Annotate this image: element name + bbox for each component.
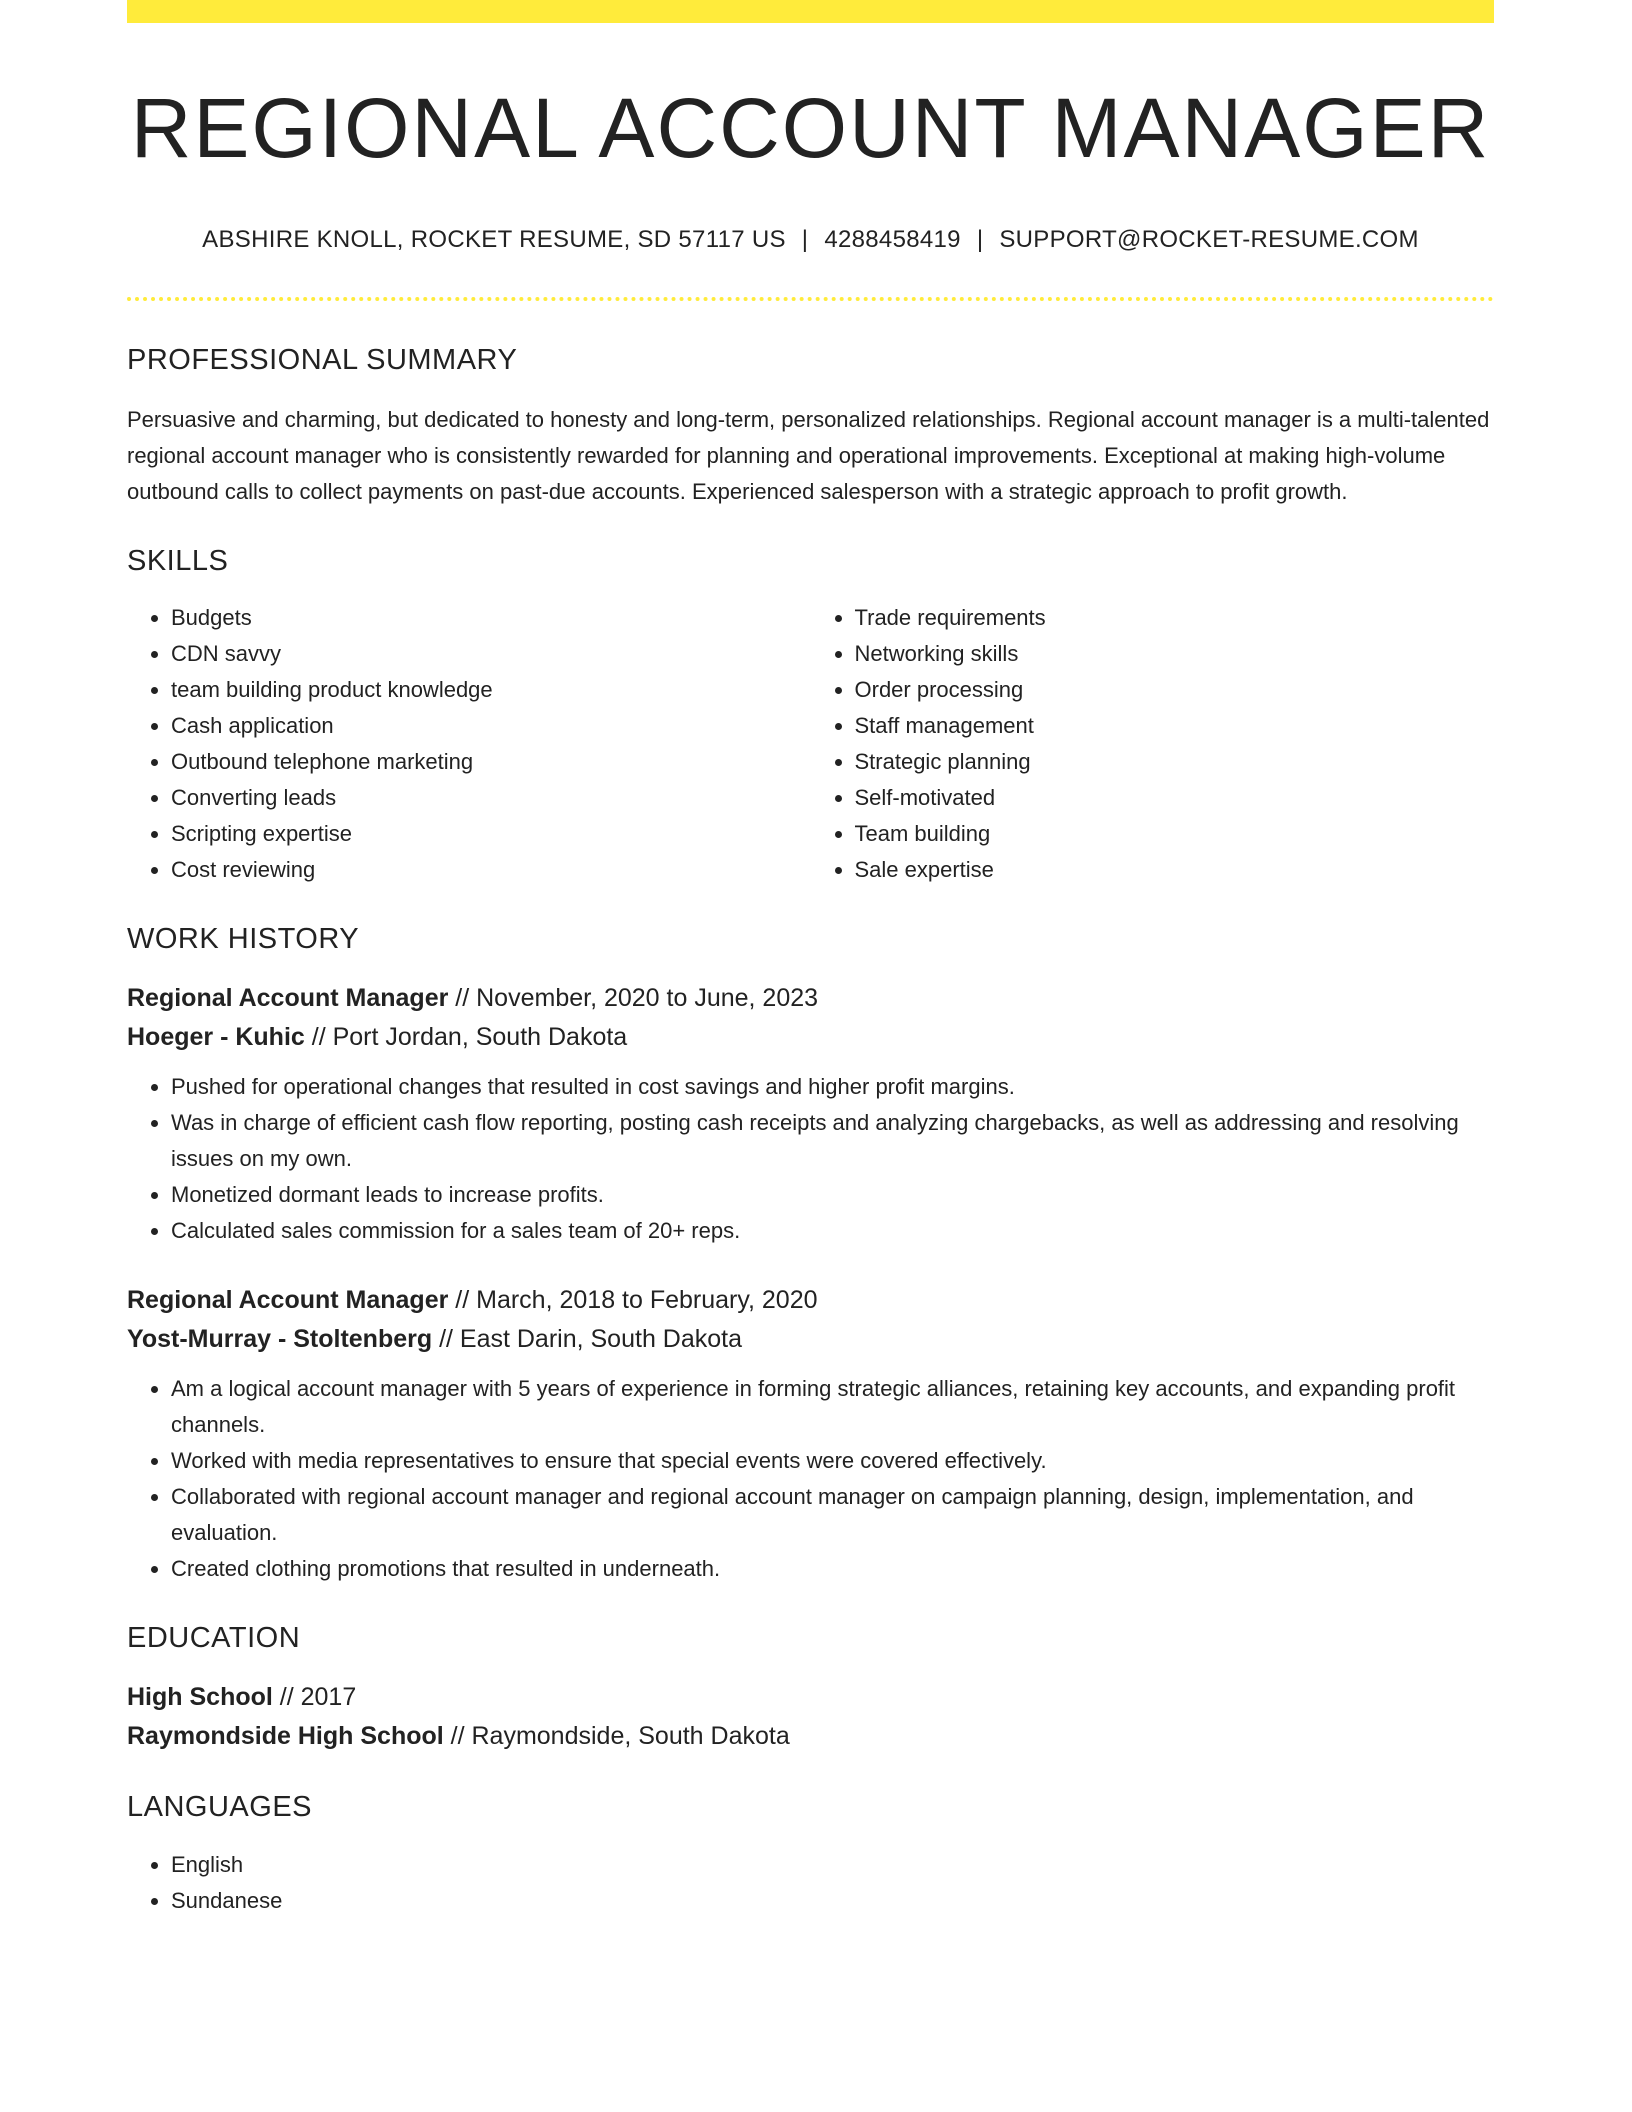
skill-item: • Order processing bbox=[855, 672, 1495, 708]
skills-list-left bbox=[127, 600, 811, 888]
skill-item: • Self-motivated bbox=[855, 780, 1495, 816]
job-title: Regional Account Manager bbox=[127, 1286, 449, 1315]
section-heading-languages: LANGUAGES bbox=[127, 1790, 312, 1823]
education-degree: High School bbox=[127, 1682, 273, 1711]
skill-item: • Budgets bbox=[171, 600, 811, 636]
contact-line bbox=[127, 226, 1494, 255]
job-company: Yost-Murray - Stoltenberg bbox=[127, 1325, 433, 1354]
section-heading-skills: SKILLS bbox=[127, 544, 229, 577]
skill-item: • Team building bbox=[855, 816, 1495, 852]
education-degree-line bbox=[127, 1678, 1494, 1717]
skill-item: • Outbound telephone marketing bbox=[171, 744, 811, 780]
skill-item: • Cash application bbox=[171, 708, 811, 744]
job-bullet: • Worked with media representatives to ensure that special events were covered effectively. bbox=[171, 1443, 1494, 1479]
contact-phone: 4288458419 bbox=[824, 226, 961, 253]
job-title-line bbox=[127, 979, 1494, 1018]
job-bullets bbox=[127, 1371, 1494, 1587]
contact-email: SUPPORT@ROCKET-RESUME.COM bbox=[999, 226, 1419, 253]
education-school: Raymondside High School bbox=[127, 1721, 444, 1750]
skill-item: • Staff management bbox=[855, 708, 1495, 744]
section-heading-work-history: WORK HISTORY bbox=[127, 923, 360, 956]
skill-item: • Cost reviewing bbox=[171, 852, 811, 888]
education-entry bbox=[127, 1678, 1494, 1756]
job-bullet: • Monetized dormant leads to increase profits. bbox=[171, 1177, 1494, 1213]
resume-title: REGIONAL ACCOUNT MANAGER bbox=[130, 81, 1491, 175]
languages-list bbox=[127, 1847, 1494, 1919]
resume-page bbox=[127, 0, 1494, 1919]
skill-item: • CDN savvy bbox=[171, 636, 811, 672]
job-company: Hoeger - Kuhic bbox=[127, 1023, 305, 1052]
language-item: • English bbox=[171, 1847, 1494, 1883]
education-school-line bbox=[127, 1717, 1494, 1756]
dotted-divider bbox=[127, 297, 1494, 301]
job-title: Regional Account Manager bbox=[127, 984, 449, 1013]
job-bullets bbox=[127, 1069, 1494, 1249]
contact-separator: | bbox=[801, 226, 809, 253]
job-dates: // March, 2018 to February, 2020 bbox=[448, 1286, 818, 1315]
skill-item: • Sale expertise bbox=[855, 852, 1495, 888]
skill-item: • Networking skills bbox=[855, 636, 1495, 672]
job-bullet: • Calculated sales commission for a sales team of 20+ reps. bbox=[171, 1213, 1494, 1249]
work-history-section bbox=[127, 922, 1494, 1587]
professional-summary-section bbox=[127, 343, 1494, 510]
section-heading-summary: PROFESSIONAL SUMMARY bbox=[127, 343, 518, 376]
skill-item: • Trade requirements bbox=[855, 600, 1495, 636]
languages-section bbox=[127, 1790, 1494, 1919]
job-company-line bbox=[127, 1018, 1494, 1057]
job-bullet: • Collaborated with regional account manager and regional account manager on campaign planning, design, implementation, and evaluation. bbox=[171, 1479, 1494, 1551]
job-entry bbox=[127, 1281, 1494, 1587]
skill-item: • Converting leads bbox=[171, 780, 811, 816]
education-location: // Raymondside, South Dakota bbox=[443, 1721, 790, 1750]
job-bullet: • Pushed for operational changes that resulted in cost savings and higher profit margins. bbox=[171, 1069, 1494, 1105]
accent-top-bar bbox=[127, 0, 1494, 23]
skill-item: • Strategic planning bbox=[855, 744, 1495, 780]
education-section bbox=[127, 1621, 1494, 1756]
job-title-line bbox=[127, 1281, 1494, 1320]
contact-address: ABSHIRE KNOLL, ROCKET RESUME, SD 57117 US bbox=[202, 226, 786, 253]
skill-item: • team building product knowledge bbox=[171, 672, 811, 708]
skill-item: • Scripting expertise bbox=[171, 816, 811, 852]
section-heading-education: EDUCATION bbox=[127, 1622, 301, 1655]
job-bullet: • Was in charge of efficient cash flow reporting, posting cash receipts and analyzing chargebacks, as well as addressing and resolving issues on my own. bbox=[171, 1105, 1494, 1177]
skills-columns bbox=[127, 600, 1494, 888]
skills-list-right bbox=[811, 600, 1495, 888]
education-year: // 2017 bbox=[272, 1682, 357, 1711]
summary-text: Persuasive and charming, but dedicated to honesty and long-term, personalized relationships. Regional account manager is a multi-talented regional account manager who is consistently rewarded for planning and operational improvements. Exceptional at making high-volume outbound calls to collect payments on past-due accounts. Experienced salesperson with a strategic approach to profit growth. bbox=[127, 406, 1490, 504]
job-bullet: • Am a logical account manager with 5 years of experience in forming strategic alliances, retaining key accounts, and expanding profit channels. bbox=[171, 1371, 1494, 1443]
job-location: // East Darin, South Dakota bbox=[432, 1325, 743, 1354]
job-entry bbox=[127, 979, 1494, 1249]
skills-section bbox=[127, 544, 1494, 889]
job-location: // Port Jordan, South Dakota bbox=[304, 1023, 628, 1052]
job-dates: // November, 2020 to June, 2023 bbox=[448, 984, 819, 1013]
language-item: • Sundanese bbox=[171, 1883, 1494, 1919]
job-company-line bbox=[127, 1320, 1494, 1359]
contact-separator: | bbox=[976, 226, 984, 253]
job-bullet: • Created clothing promotions that resulted in underneath. bbox=[171, 1551, 1494, 1587]
